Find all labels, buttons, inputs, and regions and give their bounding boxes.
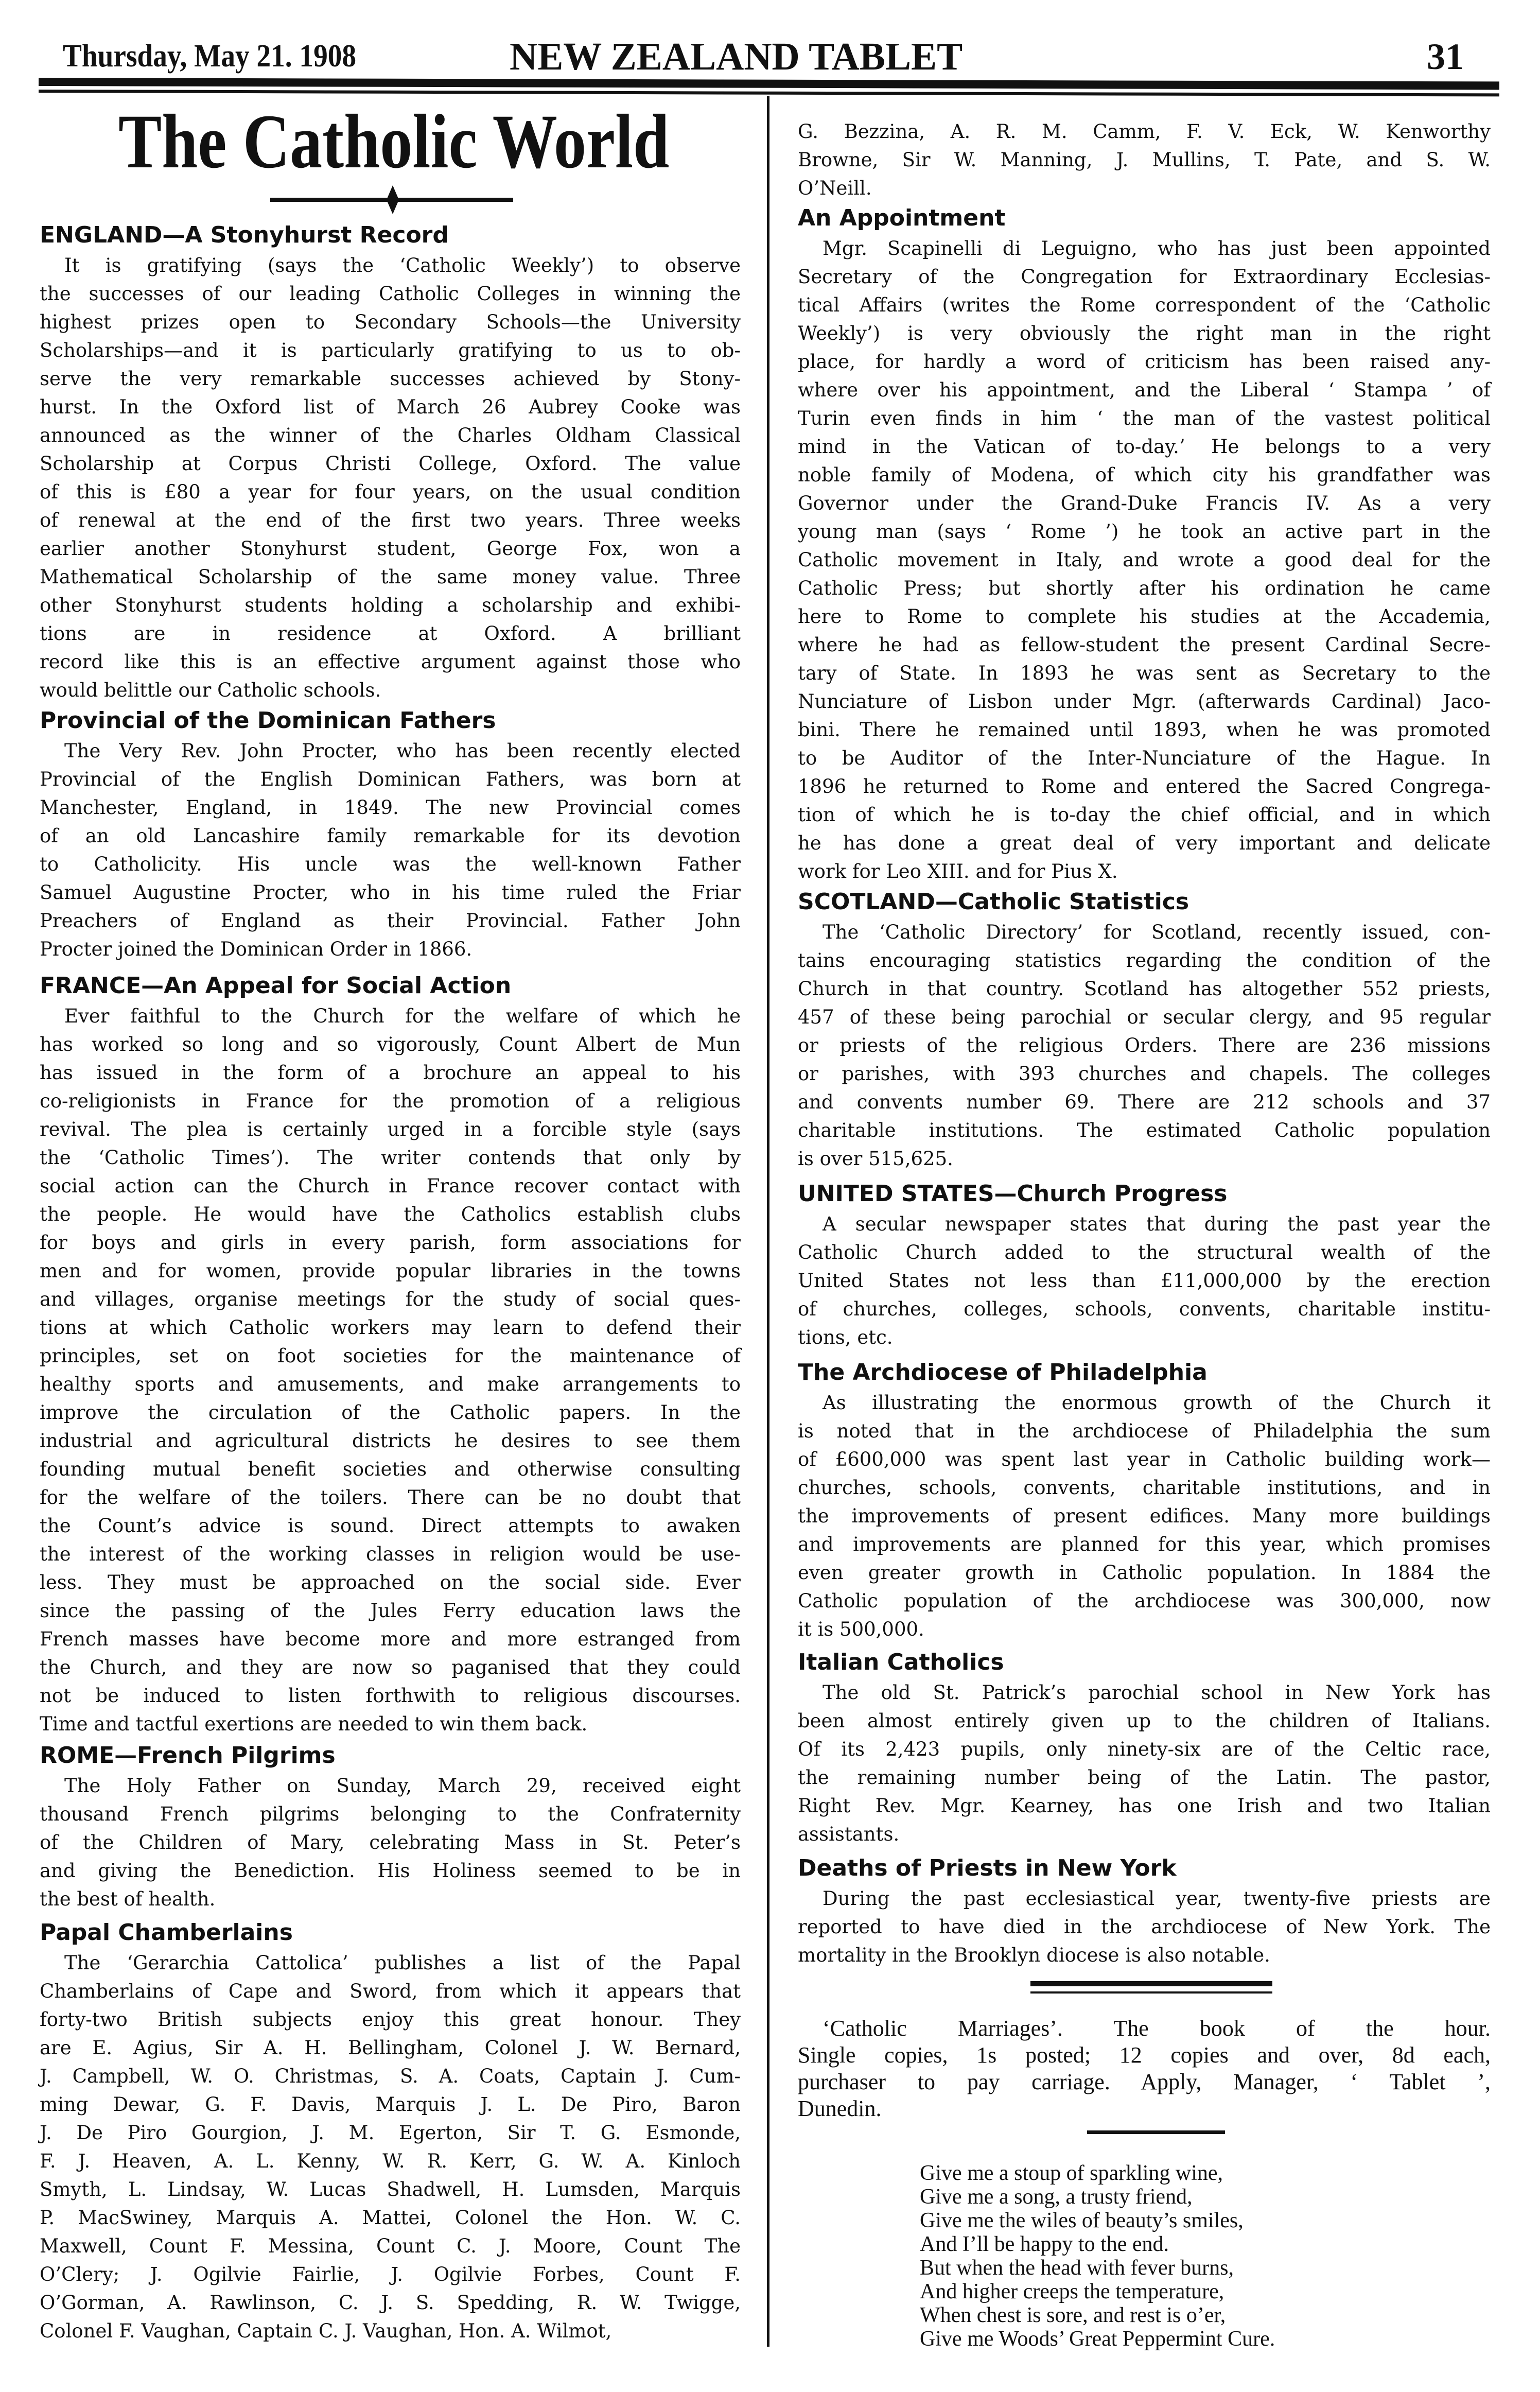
article-heading: The Archdiocese of Philadelphia — [798, 1359, 1207, 1385]
article-text-line: tion of which he is to-day the chief official, and in which — [798, 804, 1491, 826]
double-rule-thin — [1030, 1991, 1272, 1994]
article-text-line: Catholic Press; but shortly after his ordination he came — [798, 577, 1491, 599]
article-text-line: where over his appointment, and the Liberal ‘ Stampa ’ of — [798, 379, 1491, 401]
article-text-line: charitable institutions. The estimated Catholic population — [798, 1119, 1491, 1141]
article-text-line: Maxwell, Count F. Messina, Count C. J. Moore, Count The — [40, 2235, 741, 2257]
article-text-line: Weekly’) is very obviously the right man in the right — [798, 322, 1491, 344]
article-heading: SCOTLAND—Catholic Statistics — [798, 889, 1189, 915]
page-title: The Catholic World — [118, 99, 670, 184]
article-section — [798, 1646, 1491, 1848]
article-text-line: J. Campbell, W. O. Christmas, S. A. Coats, Captain J. Cum- — [40, 2065, 741, 2087]
article-text-line: bini. There he remained until 1893, when he was promoted — [798, 719, 1491, 741]
article-text-line: O’Clery; J. Ogilvie Fairlie, J. Ogilvie Forbes, Count F. — [40, 2263, 741, 2285]
article-text-line: Samuel Augustine Procter, who in his time ruled the Friar — [40, 881, 741, 904]
article-text-line: Mathematical Scholarship of the same money value. Three — [40, 566, 741, 588]
article-text-line: Procter joined the Dominican Order in 1866. — [40, 938, 472, 960]
article-text-line: been almost entirely given up to the children of Italians. — [798, 1710, 1491, 1732]
book-advertisement — [798, 2015, 1491, 2122]
article-text-line: co-religionists in France for the promotion of a religious — [40, 1090, 741, 1112]
article-heading: Papal Chamberlains — [40, 1919, 293, 1946]
article-text-line: Manchester, England, in 1849. The new Provincial comes — [40, 796, 741, 819]
article-text-line: men and for women, provide popular libraries in the towns — [40, 1260, 741, 1282]
diamond-rule-ornament — [270, 185, 513, 214]
article-text-line: Catholic movement in Italy, and wrote a good deal for the — [798, 549, 1491, 571]
article-text-line: assistants. — [798, 1823, 900, 1845]
article-text-line: Nunciature of Lisbon under Mgr. (afterwards Cardinal) Jaco- — [798, 690, 1491, 713]
article-text-line: of churches, colleges, schools, convents, charitable institu- — [798, 1298, 1491, 1320]
article-text-line: Chamberlains of Cape and Sword, from which it appears that — [40, 1980, 741, 2002]
article-text-line: United States not less than £11,000,000 by the erection — [798, 1270, 1491, 1292]
article-text-line: and giving the Benediction. His Holiness seemed to be in — [40, 1860, 741, 1882]
article-text-line: is noted that in the archdiocese of Philadelphia the sum — [798, 1420, 1491, 1442]
article-text-line: of the Children of Mary, celebrating Mass in St. Peter’s — [40, 1831, 741, 1853]
poem-line: And higher creeps the temperature, — [920, 2280, 1224, 2303]
masthead: NEW ZEALAND TABLET — [510, 35, 963, 78]
article-section — [40, 1740, 741, 1913]
article-section — [798, 1357, 1491, 1643]
article-text-line: or priests of the religious Orders. There are 236 missions — [798, 1034, 1491, 1056]
article-heading: ENGLAND—A Stonyhurst Record — [40, 222, 449, 248]
article-text-line: are E. Agius, Sir A. H. Bellingham, Colonel J. W. Bernard, — [40, 2037, 741, 2059]
article-text-line: serve the very remarkable successes achieved by Stony- — [40, 368, 741, 390]
article-section — [798, 1852, 1491, 1969]
article-text-line: Colonel F. Vaughan, Captain C. J. Vaughan, Hon. A. Wilmot, — [40, 2320, 612, 2342]
article-text-line: where he had as fellow-student the present Cardinal Secre- — [798, 634, 1491, 656]
article-text-line: the best of health. — [40, 1888, 216, 1910]
article-text-line: even greater growth in Catholic population. In 1884 the — [798, 1562, 1491, 1584]
article-text-line: reported to have died in the archdiocese of New York. The — [798, 1916, 1491, 1938]
article-text-line: and villages, organise meetings for the study of social ques- — [40, 1288, 741, 1310]
article-text-line: highest prizes open to Secondary Schools—the University — [40, 311, 741, 333]
article-heading: FRANCE—An Appeal for Social Action — [40, 973, 512, 999]
page-number: 31 — [1427, 36, 1464, 77]
article-text-line: Smyth, L. Lindsay, W. Lucas Shadwell, H. Lumsden, Marquis — [40, 2178, 741, 2200]
article-text-line: for boys and girls in every parish, form associations for — [40, 1232, 741, 1254]
article-text-line: Catholic population of the archdiocese was 300,000, now — [798, 1590, 1491, 1612]
short-rule — [1087, 2130, 1225, 2134]
article-text-line: the Church, and they are now so paganised that they could — [40, 1656, 741, 1678]
article-text-line: G. Bezzina, A. R. M. Camm, F. V. Eck, W. Kenworthy — [798, 120, 1491, 143]
notice-text-line: Dunedin. — [798, 2096, 882, 2121]
article-heading: Provincial of the Dominican Fathers — [40, 707, 496, 734]
notice-text-line: ‘Catholic Marriages’. The book of the hour. — [822, 2016, 1491, 2041]
article-text-line: The ‘Gerarchia Cattolica’ publishes a list of the Papal — [64, 1952, 741, 1974]
article-text-line: social action can the Church in France recover contact with — [40, 1175, 741, 1197]
article-text-line: tary of State. In 1893 he was sent as Secretary to the — [798, 662, 1491, 684]
article-text-line: Scholarships—and it is particularly gratifying to us to ob- — [40, 339, 741, 361]
poem-line: But when the head with fever burns, — [920, 2256, 1234, 2280]
issue-date: Thursday, May 21. 1908 — [63, 39, 357, 74]
article-text-line: for the welfare of the toilers. There can be no doubt that — [40, 1486, 741, 1509]
article-text-line: the remaining number being of the Latin. The pastor, — [798, 1766, 1491, 1789]
article-text-line: of renewal at the end of the first two years. Three weeks — [40, 509, 741, 531]
article-text-line: churches, schools, convents, charitable institutions, and in — [798, 1477, 1491, 1499]
article-text-line: ming Dewar, G. F. Davis, Marquis J. L. De Piro, Baron — [40, 2093, 741, 2116]
article-text-line: the successes of our leading Catholic Colleges in winning the — [40, 283, 741, 305]
article-heading: Italian Catholics — [798, 1649, 1004, 1675]
article-text-line: he has done a great deal of very important and delicate — [798, 832, 1491, 854]
article-text-line: French masses have become more and more estranged from — [40, 1628, 741, 1650]
advertisement-poem — [920, 2161, 1434, 2351]
article-text-line: Of its 2,423 pupils, only ninety-six are of the Celtic race, — [798, 1738, 1491, 1760]
article-text-line: P. MacSwiney, Marquis A. Mattei, Colonel the Hon. W. C. — [40, 2207, 741, 2229]
article-text-line: work for Leo XIII. and for Pius X. — [798, 860, 1118, 882]
article-section — [40, 705, 741, 963]
poem-line: Give me a song, a trusty friend, — [920, 2185, 1193, 2209]
article-text-line: Time and tactful exertions are needed to win them back. — [40, 1713, 588, 1735]
article-heading: Deaths of Priests in New York — [798, 1855, 1177, 1881]
poem-line: Give me the wiles of beauty’s smiles, — [920, 2209, 1244, 2232]
column-divider — [767, 96, 769, 2347]
article-text-line: noble family of Modena, of which city his grandfather was — [798, 464, 1491, 486]
article-text-line: 1896 he returned to Rome and entered the Sacred Congrega- — [798, 775, 1491, 798]
article-text-line: founding mutual benefit societies and otherwise consulting — [40, 1458, 741, 1480]
article-text-line: record like this is an effective argument against those who — [40, 651, 741, 673]
article-text-line: mortality in the Brooklyn diocese is also notable. — [798, 1944, 1270, 1966]
article-heading: UNITED STATES—Church Progress — [798, 1181, 1228, 1207]
article-text-line: The old St. Patrick’s parochial school in New York has — [822, 1682, 1491, 1704]
article-section — [798, 117, 1491, 202]
article-text-line: tical Affairs (writes the Rome correspondent of the ‘Catholic — [798, 294, 1491, 316]
article-text-line: mind in the Vatican of to-day.’ He belongs to a very — [798, 436, 1491, 458]
poem-line: Give me a stoup of sparkling wine, — [920, 2161, 1223, 2185]
article-text-line: Secretary of the Congregation for Extraordinary Ecclesias- — [798, 266, 1491, 288]
article-text-line: has issued in the form of a brochure an appeal to his — [40, 1062, 741, 1084]
article-text-line: and improvements are planned for this year, which promises — [798, 1533, 1491, 1555]
double-rule-thick — [1030, 1981, 1272, 1986]
article-text-line: industrial and agricultural districts he desires to see them — [40, 1430, 741, 1452]
article-text-line: Provincial of the English Dominican Fathers, was born at — [40, 768, 741, 790]
article-text-line: the interest of the working classes in religion would be use- — [40, 1543, 741, 1565]
article-text-line: Right Rev. Mgr. Kearney, has one Irish and two Italian — [798, 1795, 1491, 1817]
article-text-line: Scholarship at Corpus Christi College, Oxford. The value — [40, 453, 741, 475]
article-text-line: principles, set on foot societies for the maintenance of — [40, 1345, 741, 1367]
article-text-line: to be Auditor of the Inter-Nunciature of the Hague. In — [798, 747, 1491, 769]
article-section — [798, 1178, 1491, 1351]
article-text-line: and convents number 69. There are 212 schools and 37 — [798, 1091, 1491, 1113]
article-section — [40, 219, 741, 704]
article-text-line: of this is £80 a year for four years, on the usual condition — [40, 481, 741, 503]
article-text-line: Catholic Church added to the structural wealth of the — [798, 1241, 1491, 1263]
article-text-line: other Stonyhurst students holding a scholarship and exhibi- — [40, 594, 741, 616]
article-text-line: here to Rome to complete his studies at the Accademia, — [798, 605, 1491, 628]
article-text-line: J. De Piro Gourgion, J. M. Egerton, Sir T. G. Esmonde, — [40, 2122, 741, 2144]
article-section — [798, 202, 1491, 886]
article-text-line: tions, etc. — [798, 1326, 893, 1348]
article-text-line: the ‘Catholic Times’). The writer contends that only by — [40, 1147, 741, 1169]
article-text-line: Ever faithful to the Church for the welfare of which he — [64, 1005, 741, 1027]
article-text-line: The Holy Father on Sunday, March 29, received eight — [64, 1775, 741, 1797]
article-text-line: tions at which Catholic workers may learn to defend their — [40, 1316, 741, 1339]
article-text-line: thousand French pilgrims belonging to the Confraternity — [40, 1803, 741, 1825]
article-text-line: O’Gorman, A. Rawlinson, C. J. S. Spedding, R. W. Twigge, — [40, 2292, 741, 2314]
article-heading: ROME—French Pilgrims — [40, 1742, 336, 1769]
article-text-line: has worked so long and so vigorously, Count Albert de Mun — [40, 1033, 741, 1055]
article-text-line: Turin even finds in him ‘ the man of the vastest political — [798, 407, 1491, 429]
article-text-line: earlier another Stonyhurst student, George Fox, won a — [40, 538, 741, 560]
article-text-line: Church in that country. Scotland has altogether 552 priests, — [798, 978, 1491, 1000]
article-text-line: F. J. Heaven, A. L. Kenny, W. R. Kerr, G. W. A. Kinloch — [40, 2150, 741, 2172]
article-text-line: since the passing of the Jules Ferry education laws the — [40, 1600, 741, 1622]
article-text-line: hurst. In the Oxford list of March 26 Aubrey Cooke was — [40, 396, 741, 418]
article-text-line: 457 of these being parochial or secular clergy, and 95 regular — [798, 1006, 1491, 1028]
article-text-line: or parishes, with 393 churches and chapels. The colleges — [798, 1063, 1491, 1085]
article-text-line: of an old Lancashire family remarkable for its devotion — [40, 825, 741, 847]
article-heading: An Appointment — [798, 205, 1006, 231]
article-text-line: not be induced to listen forthwith to religious discourses. — [40, 1685, 741, 1707]
article-text-line: it is 500,000. — [798, 1618, 924, 1640]
article-text-line: Browne, Sir W. Manning, J. Mullins, T. Pate, and S. W. — [798, 149, 1491, 171]
article-text-line: Governor under the Grand-Duke Francis IV. As a very — [798, 492, 1491, 514]
article-section — [40, 970, 741, 1738]
article-text-line: less. They must be approached on the social side. Ever — [40, 1571, 741, 1593]
article-text-line: tains encouraging statistics regarding the condition of the — [798, 949, 1491, 972]
article-text-line: The Very Rev. John Procter, who has been recently elected — [64, 740, 741, 762]
poem-line: And I’ll be happy to the end. — [920, 2232, 1169, 2256]
article-text-line: is over 515,625. — [798, 1148, 953, 1170]
article-text-line: As illustrating the enormous growth of the Church it — [822, 1392, 1491, 1414]
article-text-line: the people. He would have the Catholics establish clubs — [40, 1203, 741, 1225]
article-text-line: announced as the winner of the Charles Oldham Classical — [40, 424, 741, 446]
article-text-line: During the past ecclesiastical year, twenty-five priests are — [822, 1887, 1491, 1910]
article-section — [40, 1917, 741, 2345]
article-text-line: tions are in residence at Oxford. A brilliant — [40, 622, 741, 645]
article-text-line: to Catholicity. His uncle was the well-known Father — [40, 853, 741, 875]
article-text-line: healthy sports and amusements, and make arrangements to — [40, 1373, 741, 1395]
article-text-line: Preachers of England as their Provincial. Father John — [40, 910, 741, 932]
poem-line: Give me Woods’ Great Peppermint Cure. — [920, 2327, 1275, 2351]
article-text-line: young man (says ‘ Rome ’) he took an active part in the — [798, 521, 1491, 543]
notice-text-line: Single copies, 1s posted; 12 copies and over, 8d each, — [798, 2042, 1491, 2068]
article-text-line: the improvements of present edifices. Many more buildings — [798, 1505, 1491, 1527]
article-section — [798, 886, 1491, 1173]
article-text-line: O’Neill. — [798, 177, 872, 199]
article-text-line: forty-two British subjects enjoy this great honour. They — [40, 2008, 741, 2031]
article-text-line: place, for hardly a word of criticism has been raised any- — [798, 351, 1491, 373]
article-text-line: the Count’s advice is sound. Direct attempts to awaken — [40, 1515, 741, 1537]
header-rule-thick — [39, 78, 1499, 90]
article-text-line: It is gratifying (says the ‘Catholic Weekly’) to observe — [64, 254, 741, 276]
article-text-line: revival. The plea is certainly urged in a forcible style (says — [40, 1118, 741, 1140]
article-text-line: improve the circulation of the Catholic papers. In the — [40, 1401, 741, 1424]
article-text-line: of £600,000 was spent last year in Catholic building work— — [798, 1448, 1491, 1470]
article-text-line: A secular newspaper states that during the past year the — [822, 1213, 1491, 1235]
article-text-line: Mgr. Scapinelli di Leguigno, who has just been appointed — [822, 237, 1491, 259]
poem-line: When chest is sore, and rest is o’er, — [920, 2303, 1226, 2327]
article-text-line: would belittle our Catholic schools. — [40, 679, 381, 701]
article-text-line: The ‘Catholic Directory’ for Scotland, recently issued, con- — [822, 921, 1491, 943]
notice-text-line: purchaser to pay carriage. Apply, Manager, ‘ Tablet ’, — [798, 2069, 1491, 2094]
